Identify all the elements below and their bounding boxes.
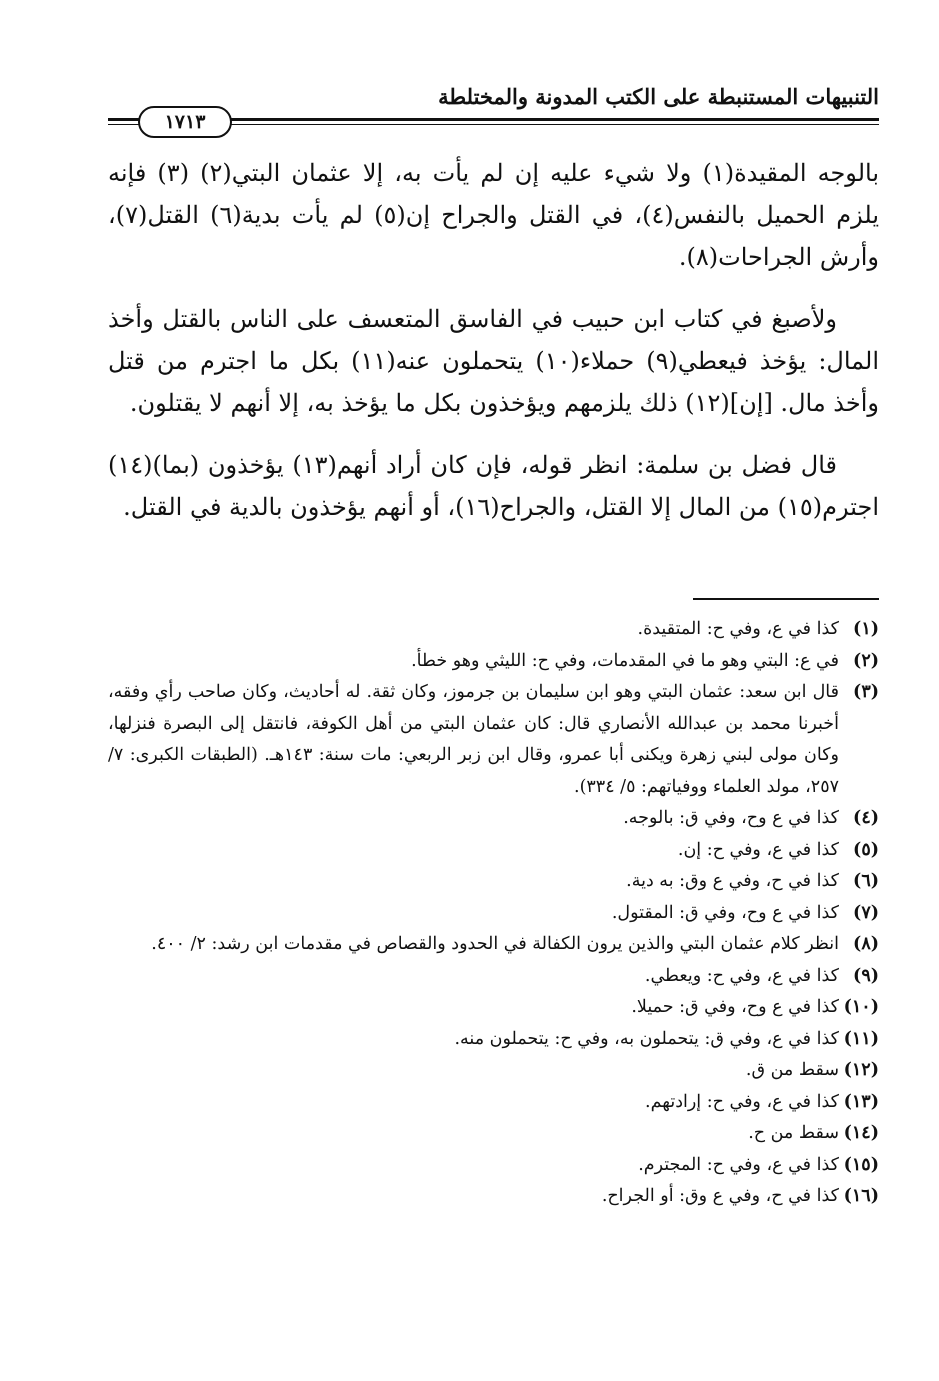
- footnote-16: [108, 1181, 879, 1213]
- footnote-text: انظر كلام عثمان البتي والذين يرون الكفالة في الحدود والقصاص في مقدمات ابن رشد: ٢/ ٤٠٠.: [151, 934, 839, 954]
- footnote-text: كذا في ح، وفي ع وق: به دية.: [626, 871, 839, 891]
- footnote-text: سقط من ح.: [748, 1123, 839, 1143]
- footnote-4: [108, 803, 879, 835]
- footnote-text: كذا في ع، وفي ح: إن.: [677, 839, 839, 860]
- footnote-text: كذا في ع وح، وفي ق: حميلا.: [631, 997, 839, 1017]
- footnote-number: (١٣): [843, 1091, 879, 1112]
- footnote-separator: [693, 598, 879, 600]
- footnote-text: في ع: البتي وهو ما في المقدمات، وفي ح: الليثي وهو خطأ.: [411, 650, 839, 671]
- footnotes: [108, 614, 879, 1213]
- footnote-5: [108, 835, 879, 867]
- footnote-text: كذا في ع، وفي ح: المتقيدة.: [637, 619, 839, 639]
- footnote-text: كذا في ع وح، وفي ق: بالوجه.: [623, 808, 839, 828]
- paragraph-3: قال فضل بن سلمة: انظر قوله، فإن كان أراد أنهم(١٣) يؤخذون (بما)(١٤) اجترم(١٥) من المال إلا القتل، والجراح(١٦)، أو أنهم يؤخذون بالدية في القتل.: [108, 451, 879, 521]
- footnote-number: (١٢): [843, 1060, 879, 1080]
- footnote-number: (٣): [853, 682, 879, 702]
- footnote-11: [108, 1024, 879, 1056]
- footnote-number: (٥): [853, 839, 879, 860]
- footnote-12: [108, 1055, 879, 1087]
- page-number: ١٧١٣: [138, 106, 232, 138]
- footnote-number: (١٦): [843, 1186, 879, 1206]
- paragraph-2: ولأصبغ في كتاب ابن حبيب في الفاسق المتعسف على الناس بالقتل وأخذ المال: يؤخذ فيعطي(٩) حملاء(١٠) يتحملون عنه(١١) بكل ما اجترم من قتل وأخذ مال. [إن](١٢) ذلك يلزمهم ويؤخذون بكل ما يؤخذ به، إلا أنهم لا يقتلون.: [108, 305, 880, 417]
- footnote-10: [108, 992, 879, 1024]
- footnote-number: (٨): [853, 934, 879, 954]
- footnote-7: [108, 898, 879, 930]
- footnote-text: كذا في ع، وفي ق: يتحملون به، وفي ح: يتحملون منه.: [454, 1028, 839, 1049]
- footnote-number: (١٤): [843, 1123, 879, 1143]
- footnote-number: (١١): [843, 1028, 879, 1049]
- footnote-text: كذا في ح، وفي ع وق: أو الجراح.: [601, 1186, 839, 1206]
- footnote-3: [108, 677, 879, 803]
- footnote-14: [108, 1118, 879, 1150]
- footnote-8: [108, 929, 879, 961]
- footnote-number: (٦): [853, 871, 879, 891]
- footnote-number: (١): [853, 619, 879, 639]
- footnote-15: [108, 1150, 879, 1182]
- footnote-number: (١٠): [843, 997, 879, 1017]
- footnote-6: [108, 866, 879, 898]
- footnote-number: (٢): [853, 650, 879, 671]
- footnote-13: [108, 1087, 879, 1119]
- footnote-9: [108, 961, 879, 993]
- running-header: [108, 84, 879, 133]
- footnote-1: [108, 614, 879, 646]
- footnote-number: (٤): [853, 808, 879, 828]
- paragraph-1: بالوجه المقيدة(١) ولا شيء عليه إن لم يأت به، إلا عثمان البتي(٢) (٣) فإنه يلزم الحميل بالنفس(٤)، في القتل والجراح إن(٥) لم يأت بدية(٦) القتل(٧)، وأرش الجراحات(٨).: [108, 159, 879, 271]
- footnote-2: [108, 646, 879, 678]
- footnote-text: كذا في ع وح، وفي ق: المقتول.: [611, 902, 839, 923]
- footnote-number: (٩): [853, 965, 879, 986]
- footnote-text: قال ابن سعد: عثمان البتي وهو ابن سليمان بن جرموز، وكان ثقة. له أحاديث، وكان صاحب رأي وفقه، أخبرنا محمد بن عبدالله الأنصاري قال: كان عثمان البتي من أهل الكوفة، فانتقل إلى البصرة فنزلها، وكان مولى لبني زهرة ويكنى أبا عمرو، وقال ابن زبر الربعي: مات سنة: ١٤٣هـ. (الطبقات الكبرى: ٧/ ٢٥٧، مولد العلماء ووفياتهم: ٥/ ٣٣٤).: [108, 682, 839, 797]
- header-title: التنبيهات المستنبطة على الكتب المدونة والمختلطة: [438, 84, 879, 109]
- footnote-text: كذا في ع، وفي ح: إرادتهم.: [645, 1091, 839, 1112]
- footnote-text: سقط من ق.: [745, 1060, 839, 1080]
- footnote-text: كذا في ع، وفي ح: ويعطي.: [644, 965, 839, 986]
- footnote-number: (٧): [853, 902, 879, 923]
- footnote-text: كذا في ع، وفي ح: المجترم.: [638, 1154, 839, 1175]
- footnote-number: (١٥): [843, 1154, 879, 1175]
- main-text: [108, 152, 879, 548]
